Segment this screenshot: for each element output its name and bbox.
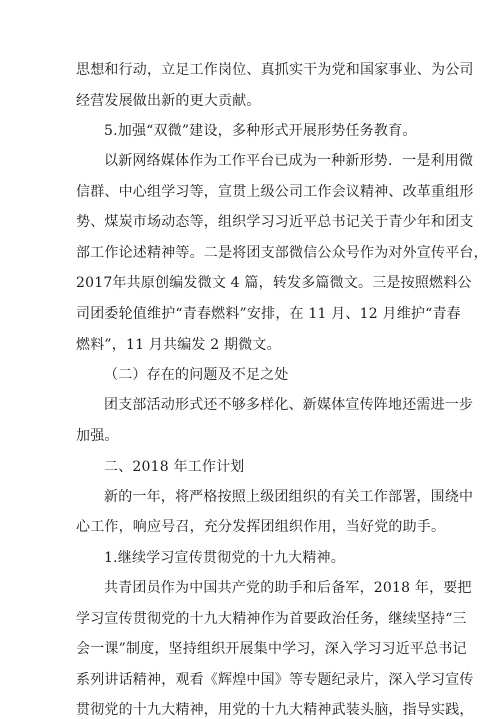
paragraph-line: 经营发展做出新的更大贡献。 [76,93,261,109]
paragraph-line: 部工作论述精神等。二是将团支部微信公众号作为对外宣传平台， [76,245,488,261]
paragraph-line: 会一课”制度，坚持组织开展集中学习，深入学习习近平总书记 [76,641,467,657]
paragraph-line: 思想和行动，立足工作岗位、真抓实干为党和国家事业、为公司 [76,62,474,78]
paragraph-line: 新的一年，将严格按照上级团组织的有关工作部署，围绕中 [104,489,474,505]
paragraph-line: 2017年共原创编发微文 4 篇，转发多篇微文。三是按照燃料公 [76,275,472,291]
paragraph-line: 以新网络媒体作为工作平台已成为一种新形势．一是利用微 [104,153,474,169]
paragraph-line: 系列讲话精神，观看《辉煌中国》等专题纪录片，深入学习宣传 [76,672,474,688]
paragraph-line: 团支部活动形式还不够多样化、新媒体宣传阵地还需进一步 [104,397,474,413]
section-heading: 5.加强“双微”建设，多种形式开展形势任务教育。 [104,123,417,139]
paragraph-line: 加强。 [76,428,119,444]
paragraph-line: 信群、中心组学习等，宣贯上级公司工作会议精神、改革重组形 [76,184,474,200]
paragraph-line: 共青团员作为中国共产党的助手和后备军，2018 年，要把 [104,580,472,596]
section-heading: 二、2018 年工作计划 [104,459,245,475]
paragraph-line: 学习宣传贯彻党的十九大精神作为首要政治任务，继续坚持“三 [76,611,467,627]
section-heading: 1.继续学习宣传贯彻党的十九大精神。 [104,550,345,566]
paragraph-line: 贯彻党的十九大精神，用党的十九大精神武装头脑，指导实践， [76,702,474,718]
paragraph-line: 势、煤炭市场动态等，组织学习习近平总书记关于青少年和团支 [76,214,474,230]
paragraph-line: 心工作，响应号召，充分发挥团组织作用，当好党的助手。 [76,519,446,535]
paragraph-line: 燃料”，11 月共编发 2 期微文。 [76,337,281,353]
section-heading: （二）存在的问题及不足之处 [104,367,289,383]
paragraph-line: 司团委轮值维护“青春燃料”安排，在 11 月、12 月维护“青春 [76,306,461,322]
